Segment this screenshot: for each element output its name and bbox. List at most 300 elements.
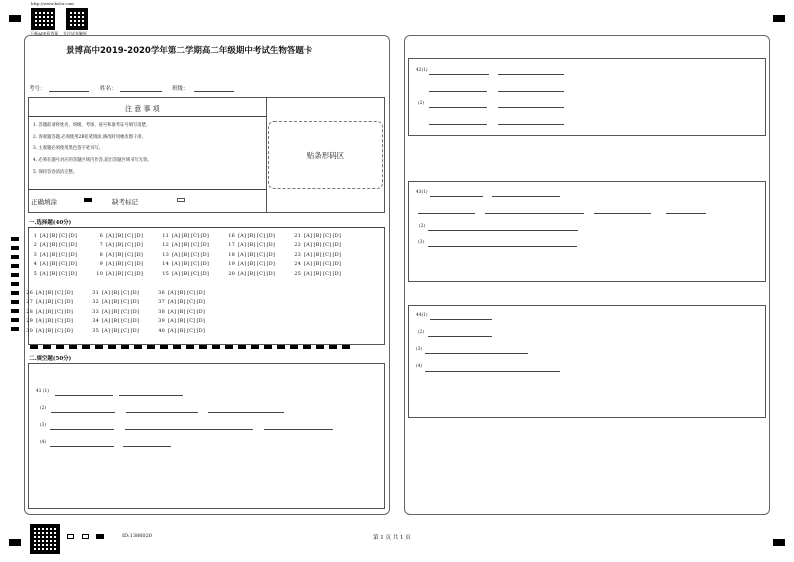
choice-bubble[interactable]: [D] [332,261,342,268]
choice-bubble[interactable]: [C] [191,251,200,258]
choice-row [24,290,74,296]
choice-bubble[interactable]: [B] [111,327,120,334]
choice-bubble[interactable]: [C] [59,261,68,268]
choice-bubble[interactable]: [C] [191,261,200,268]
choice-row [160,233,210,239]
q41-blank[interactable] [123,446,171,447]
section2-box [28,363,385,509]
question-number: 19 [228,261,235,268]
question-number: 17 [228,242,235,249]
question-number: 22 [294,242,301,249]
choice-bubble[interactable]: [A] [106,251,115,258]
notice-item: 4. 必须在题号对应的答题区域内作答,超出答题区域书写无效。 [33,158,152,164]
choice-bubble[interactable]: [D] [130,327,140,334]
choice-row [292,252,342,258]
choice-bubble[interactable]: [C] [257,261,266,268]
choice-row [292,233,342,239]
choice-bubble[interactable]: [B] [45,290,54,296]
q41-blank[interactable] [51,412,115,413]
qr-right-caption: 关注试卷解析 [63,31,87,36]
choice-row [90,328,140,334]
choice-bubble[interactable]: [A] [40,233,49,239]
choice-row [94,233,144,239]
choice-bubble[interactable]: [A] [304,242,313,249]
absent-label: 缺考标记 [112,198,138,206]
choice-bubble[interactable]: [D] [134,242,144,249]
choice-bubble[interactable]: [B] [313,270,322,277]
choice-bubble[interactable]: [A] [102,299,111,306]
choice-bubble[interactable]: [D] [68,261,78,268]
choice-bubble[interactable]: [D] [134,251,144,258]
q41-blank[interactable] [119,395,183,396]
choice-bubble[interactable]: [B] [49,242,58,249]
choice-bubble[interactable]: [D] [200,270,210,277]
question-number: 36 [158,290,165,296]
choice-row [90,299,140,305]
choice-bubble[interactable]: [A] [36,318,45,325]
choice-bubble[interactable]: [A] [304,261,313,268]
q42-blank[interactable] [498,91,564,92]
question-number: 24 [294,261,301,268]
choice-bubble[interactable]: [A] [36,299,45,306]
question-number: 13 [162,251,169,258]
choice-bubble[interactable]: [B] [313,242,322,249]
choice-bubble[interactable]: [A] [168,290,177,296]
question-number: 34 [92,318,99,325]
choice-bubble[interactable]: [B] [111,318,120,325]
section1-title: 一.选择题(40分) [29,220,72,226]
choice-bubble[interactable]: [B] [181,251,190,258]
choice-bubble[interactable]: [A] [238,251,247,258]
choice-bubble[interactable]: [C] [121,308,130,315]
choice-bubble[interactable]: [A] [40,270,49,277]
q44-part4-label: (4) [416,364,423,369]
choice-row [156,318,206,324]
choice-bubble[interactable]: [C] [125,251,134,258]
choice-bubble[interactable]: [A] [304,251,313,258]
choice-row [226,233,276,239]
choice-bubble[interactable]: [B] [115,242,124,249]
qr-code-left [31,8,55,30]
question-number: 9 [99,261,103,268]
choice-row [226,252,276,258]
choice-bubble[interactable]: [A] [172,233,181,239]
choice-bubble[interactable]: [C] [125,261,134,268]
choice-row [160,252,210,258]
choice-bubble[interactable]: [A] [172,251,181,258]
choice-bubble[interactable]: [C] [257,251,266,258]
choice-row [94,261,144,267]
q43-part1-label: 43(1) [416,190,428,195]
notice-title-divider [28,116,267,117]
choice-bubble[interactable]: [A] [172,270,181,277]
question-number: 26 [26,290,33,296]
choice-bubble[interactable]: [B] [247,261,256,268]
field-name-line[interactable] [120,91,162,92]
choice-row [94,252,144,258]
absent-checkbox[interactable] [177,198,185,202]
question-number: 31 [92,290,99,296]
choice-bubble[interactable]: [C] [121,327,130,334]
sheet-title: 景博高中2019-2020学年第二学期高二年级期中考试生物答题卡 [66,46,313,56]
question-number: 32 [92,299,99,306]
choice-bubble[interactable]: [D] [64,318,74,325]
choice-bubble[interactable]: [A] [304,233,313,239]
q41-part2-label: (2) [40,406,47,411]
q43-blank[interactable] [430,196,483,197]
choice-bubble[interactable]: [C] [191,270,200,277]
footer-box-empty-1 [67,534,74,539]
choice-bubble[interactable]: [C] [59,242,68,249]
choice-bubble[interactable]: [B] [181,233,190,239]
choice-bubble[interactable]: [A] [168,318,177,325]
choice-bubble[interactable]: [B] [111,299,120,306]
choice-row [160,271,210,277]
choice-bubble[interactable]: [C] [59,233,68,239]
question-number: 16 [228,233,235,239]
choice-bubble[interactable]: [D] [134,270,144,277]
choice-row [226,271,276,277]
choice-bubble[interactable]: [C] [323,251,332,258]
choice-bubble[interactable]: [B] [115,251,124,258]
choice-bubble[interactable]: [B] [49,270,58,277]
choice-bubble[interactable]: [D] [68,233,78,239]
footer-qr-code [30,524,60,554]
section1-top-line [28,227,385,228]
choice-row [28,271,78,277]
choice-bubble[interactable]: [A] [102,318,111,325]
q44-part2-label: (2) [418,330,425,335]
q43-part3-label: (3) [418,240,425,245]
choice-bubble[interactable]: [A] [238,270,247,277]
q43-blank[interactable] [418,213,475,214]
choice-bubble[interactable]: [D] [332,251,342,258]
q41-blank[interactable] [208,412,284,413]
choice-bubble[interactable]: [D] [64,299,74,306]
question-number: 29 [26,318,33,325]
choice-bubble[interactable]: [C] [59,251,68,258]
choice-bubble[interactable]: [B] [49,233,58,239]
choice-bubble[interactable]: [D] [68,251,78,258]
choice-bubble[interactable]: [A] [106,261,115,268]
choice-bubble[interactable]: [B] [111,308,120,315]
choice-bubble[interactable]: [C] [59,270,68,277]
choice-bubble[interactable]: [A] [172,242,181,249]
choice-bubble[interactable]: [A] [36,308,45,315]
footer-box-filled [96,534,104,539]
q44-blank[interactable] [430,319,492,320]
choice-bubble[interactable]: [D] [64,327,74,334]
choice-bubble[interactable]: [A] [40,261,49,268]
choice-bubble[interactable]: [D] [332,270,342,277]
choice-row [160,261,210,267]
choice-bubble[interactable]: [D] [130,299,140,306]
choice-bubble[interactable]: [B] [49,251,58,258]
choice-bubble[interactable]: [B] [177,299,186,306]
choice-bubble[interactable]: [D] [68,242,78,249]
question-number: 8 [99,251,103,258]
corner-mark-br [773,539,785,546]
q42-part2-label: (2) [418,101,425,106]
field-name: 姓名： [100,86,117,92]
q41-blank[interactable] [126,412,198,413]
choice-bubble[interactable]: [B] [49,261,58,268]
choice-bubble[interactable]: [D] [64,290,74,296]
field-class-line[interactable] [194,91,234,92]
barcode-area [268,121,383,189]
choice-row [292,271,342,277]
q41-part3-label: (3) [40,423,47,428]
q43-blank[interactable] [594,213,651,214]
choice-bubble[interactable]: [B] [177,290,186,296]
corner-mark-tl [9,15,21,22]
choice-bubble[interactable]: [B] [177,318,186,325]
choice-bubble[interactable]: [C] [125,233,134,239]
qr-left-caption: 下载APP看答案 [30,31,59,36]
choice-bubble[interactable]: [C] [55,299,64,306]
q43-blank[interactable] [428,230,578,231]
notice-item: 5. 保持答卷清洁完整。 [33,169,78,175]
question-number: 3 [33,251,37,258]
choice-bubble[interactable]: [C] [187,327,196,334]
choice-bubble[interactable]: [A] [106,233,115,239]
choice-bubble[interactable]: [D] [68,270,78,277]
choice-bubble[interactable]: [A] [168,308,177,315]
choice-bubble[interactable]: [D] [130,318,140,325]
choice-bubble[interactable]: [C] [55,327,64,334]
timing-marks-side [11,237,19,331]
q43-part2-label: (2) [419,224,426,229]
choice-bubble[interactable]: [D] [134,261,144,268]
q41-blank[interactable] [50,429,114,430]
choice-bubble[interactable]: [A] [168,299,177,306]
choice-bubble[interactable]: [C] [323,261,332,268]
choice-bubble[interactable]: [D] [266,270,276,277]
choice-bubble[interactable]: [D] [196,290,206,296]
question-number: 2 [33,242,37,249]
question-number: 27 [26,299,33,306]
q41-part1-label: 41 (1) [36,389,49,394]
choice-row [226,242,276,248]
barcode-label: 贴条形码区 [306,150,345,160]
fill-correct-label: 正确填涂 [31,198,57,206]
choice-bubble[interactable]: [C] [125,270,134,277]
choice-bubble[interactable]: [C] [191,233,200,239]
choice-bubble[interactable]: [D] [196,318,206,325]
choice-bubble[interactable]: [A] [36,327,45,334]
choice-row [28,242,78,248]
choice-bubble[interactable]: [A] [106,242,115,249]
choice-bubble[interactable]: [D] [266,261,276,268]
choice-bubble[interactable]: [C] [191,242,200,249]
choice-bubble[interactable]: [B] [45,327,54,334]
choice-bubble[interactable]: [D] [130,290,140,296]
choice-bubble[interactable]: [A] [168,327,177,334]
question-number: 15 [162,270,169,277]
choice-bubble[interactable]: [B] [247,270,256,277]
site-text: http://www.ks5u.com [31,1,74,6]
choice-bubble[interactable]: [B] [115,261,124,268]
choice-bubble[interactable]: [D] [266,242,276,249]
choice-bubble[interactable]: [C] [323,270,332,277]
choice-row [28,233,78,239]
q43-blank[interactable] [666,213,706,214]
field-exam-number: 考号： [29,86,46,92]
choice-bubble[interactable]: [C] [55,318,64,325]
q42-blank[interactable] [429,91,487,92]
choice-bubble[interactable]: [D] [200,251,210,258]
choice-bubble[interactable]: [B] [115,233,124,239]
q44-part1-label: 44(1) [416,313,428,318]
choice-row [90,309,140,315]
choice-bubble[interactable]: [D] [130,308,140,315]
choice-bubble[interactable]: [D] [200,261,210,268]
choice-bubble[interactable]: [B] [247,251,256,258]
question-number: 39 [158,318,165,325]
question-number: 11 [162,233,169,239]
choice-bubble[interactable]: [B] [177,308,186,315]
choice-bubble[interactable]: [C] [257,233,266,239]
notice-item: 2. 客观题答题,必须使用2B铅笔填涂,修改时用橡皮擦干净。 [33,134,146,140]
choice-bubble[interactable]: [D] [64,308,74,315]
q44-box [408,305,766,418]
field-exam-number-line[interactable] [49,91,89,92]
choice-bubble[interactable]: [C] [55,290,64,296]
choice-bubble[interactable]: [B] [181,261,190,268]
choice-bubble[interactable]: [C] [187,308,196,315]
q42-blank[interactable] [498,74,564,75]
choice-bubble[interactable]: [D] [200,233,210,239]
question-number: 40 [158,327,165,334]
choice-bubble[interactable]: [A] [102,308,111,315]
choice-row [24,318,74,324]
q41-blank[interactable] [264,429,333,430]
q42-blank[interactable] [429,107,487,108]
question-number: 37 [158,299,165,306]
choice-bubble[interactable]: [C] [55,308,64,315]
choice-bubble[interactable]: [D] [266,251,276,258]
choice-bubble[interactable]: [B] [115,270,124,277]
q43-blank[interactable] [428,246,577,247]
choice-row [28,252,78,258]
choice-bubble[interactable]: [A] [102,290,111,296]
field-class: 班级： [172,86,189,92]
choice-row [160,242,210,248]
choice-bubble[interactable]: [B] [177,327,186,334]
choice-bubble[interactable]: [C] [125,242,134,249]
choice-bubble[interactable]: [C] [121,290,130,296]
choice-bubble[interactable]: [A] [238,233,247,239]
choice-bubble[interactable]: [D] [196,327,206,334]
choice-bubble[interactable]: [C] [323,233,332,239]
choice-bubble[interactable]: [B] [45,318,54,325]
q44-blank[interactable] [425,353,528,354]
notice-list [33,120,152,179]
choice-bubble[interactable]: [D] [332,242,342,249]
choice-bubble[interactable]: [D] [196,308,206,315]
choice-bubble[interactable]: [D] [200,242,210,249]
question-number: 35 [92,327,99,334]
q42-blank[interactable] [429,124,487,125]
question-number: 6 [99,233,103,239]
notice-vertical-divider [266,97,267,213]
choice-bubble[interactable]: [B] [247,233,256,239]
choice-bubble[interactable]: [B] [313,233,322,239]
footer-box-empty-2 [82,534,89,539]
footer-page: 第 1 页 共 1 页 [373,535,411,541]
choice-bubble[interactable]: [A] [172,261,181,268]
timing-marks-row [30,345,350,349]
q41-blank[interactable] [125,429,253,430]
choice-bubble[interactable]: [C] [187,290,196,296]
choice-bubble[interactable]: [C] [257,242,266,249]
q43-blank[interactable] [492,196,560,197]
footer-id: ID:1386020 [122,533,152,539]
choice-bubble[interactable]: [A] [102,327,111,334]
choice-row [90,290,140,296]
choice-bubble[interactable]: [D] [266,233,276,239]
choice-bubble[interactable]: [B] [313,251,322,258]
q41-blank[interactable] [50,446,114,447]
choice-bubble[interactable]: [B] [45,299,54,306]
choice-bubble[interactable]: [B] [111,290,120,296]
q42-blank[interactable] [498,124,564,125]
question-number: 18 [228,251,235,258]
choice-bubble[interactable]: [A] [304,270,313,277]
choice-bubble[interactable]: [C] [121,299,130,306]
choice-bubble[interactable]: [B] [247,242,256,249]
choice-bubble[interactable]: [A] [106,270,115,277]
choice-bubble[interactable]: [A] [238,242,247,249]
section2-title: 二.填空题(50分) [29,356,72,362]
question-number: 10 [96,270,103,277]
q42-blank[interactable] [429,74,489,75]
q42-part1-label: 42(1) [416,68,428,73]
choice-bubble[interactable]: [B] [181,270,190,277]
choice-row [94,271,144,277]
q41-blank[interactable] [55,395,113,396]
choice-bubble[interactable]: [A] [40,242,49,249]
choice-bubble[interactable]: [C] [121,318,130,325]
qr-code-right [66,8,88,30]
choice-bubble[interactable]: [A] [238,261,247,268]
choice-bubble[interactable]: [B] [181,242,190,249]
choice-row [156,299,206,305]
question-number: 7 [99,242,103,249]
choice-bubble[interactable]: [B] [313,261,322,268]
choice-bubble[interactable]: [A] [36,290,45,296]
choice-bubble[interactable]: [C] [187,299,196,306]
choice-bubble[interactable]: [D] [196,299,206,306]
choice-bubble[interactable]: [C] [257,270,266,277]
q44-blank[interactable] [428,336,492,337]
choice-bubble[interactable]: [C] [187,318,196,325]
q42-blank[interactable] [498,107,564,108]
choice-bubble[interactable]: [B] [45,308,54,315]
choice-bubble[interactable]: [A] [40,251,49,258]
choice-bubble[interactable]: [D] [332,233,342,239]
q43-blank[interactable] [485,213,584,214]
question-number: 23 [294,251,301,258]
question-number: 4 [33,261,37,268]
choice-row [24,299,74,305]
choice-row [28,261,78,267]
question-number: 21 [294,233,301,239]
choice-bubble[interactable]: [D] [134,233,144,239]
question-number: 33 [92,308,99,315]
q44-blank[interactable] [425,371,560,372]
choice-bubble[interactable]: [C] [323,242,332,249]
